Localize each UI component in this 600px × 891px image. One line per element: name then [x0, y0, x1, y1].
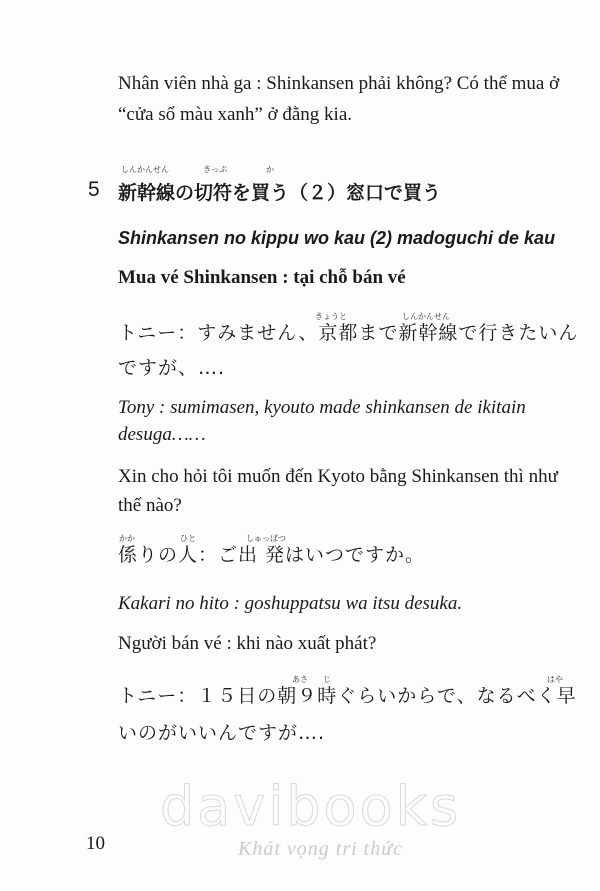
furigana: かか — [119, 534, 135, 543]
page-number: 10 — [86, 833, 105, 854]
romaji-line: desuga…… — [118, 424, 206, 445]
furigana: きょうと — [315, 312, 347, 321]
furigana: しゅっぱつ — [246, 534, 286, 543]
vietnamese-title: Mua vé Shinkansen : tại chỗ bán vé — [118, 267, 406, 288]
vietnamese-line: thế nào? — [118, 495, 182, 516]
furigana: ひと — [180, 534, 196, 543]
japanese-line: いのがいいんですが…. — [118, 722, 326, 744]
japanese-line: ですが、…. — [118, 357, 226, 379]
text-line: “cửa sổ màu xanh” ở đằng kia. — [118, 104, 353, 125]
furigana: じ — [323, 675, 331, 684]
romaji-title: Shinkansen no kippu wo kau (2) madoguchi de kau — [118, 228, 556, 248]
furigana: はや — [547, 675, 563, 684]
section-title: 新幹線の切符を買う（２）窓口で買う — [118, 182, 442, 204]
section-number: 5 — [88, 178, 100, 201]
vietnamese-line: Xin cho hỏi tôi muốn đến Kyoto bằng Shinkansen thì như — [118, 466, 558, 487]
watermark-slogan: Khát vọng tri thức — [238, 838, 404, 860]
furigana: か — [266, 165, 274, 174]
furigana: しんかんせん — [121, 165, 169, 174]
romaji-line: Tony : sumimasen, kyouto made shinkansen de ikitain — [118, 397, 526, 418]
vietnamese-line: Người bán vé : khi nào xuất phát? — [118, 633, 377, 654]
romaji-line: Kakari no hito : goshuppatsu wa itsu desuka. — [118, 593, 463, 614]
furigana: きっぷ — [203, 165, 227, 174]
watermark-logo: davibooks — [160, 775, 462, 838]
furigana: あさ — [292, 675, 308, 684]
text-line: Nhân viên nhà ga : Shinkansen phải không? Có thể mua ở — [118, 73, 560, 94]
japanese-line: トニー：すみません、京都まで新幹線で行きたいん — [118, 322, 579, 344]
japanese-line: トニー：１５日の朝９時ぐらいからで、なるべく早 — [118, 685, 577, 707]
furigana: しんかんせん — [402, 312, 450, 321]
japanese-line: 係りの人：ご出 発はいつですか。 — [118, 544, 426, 566]
